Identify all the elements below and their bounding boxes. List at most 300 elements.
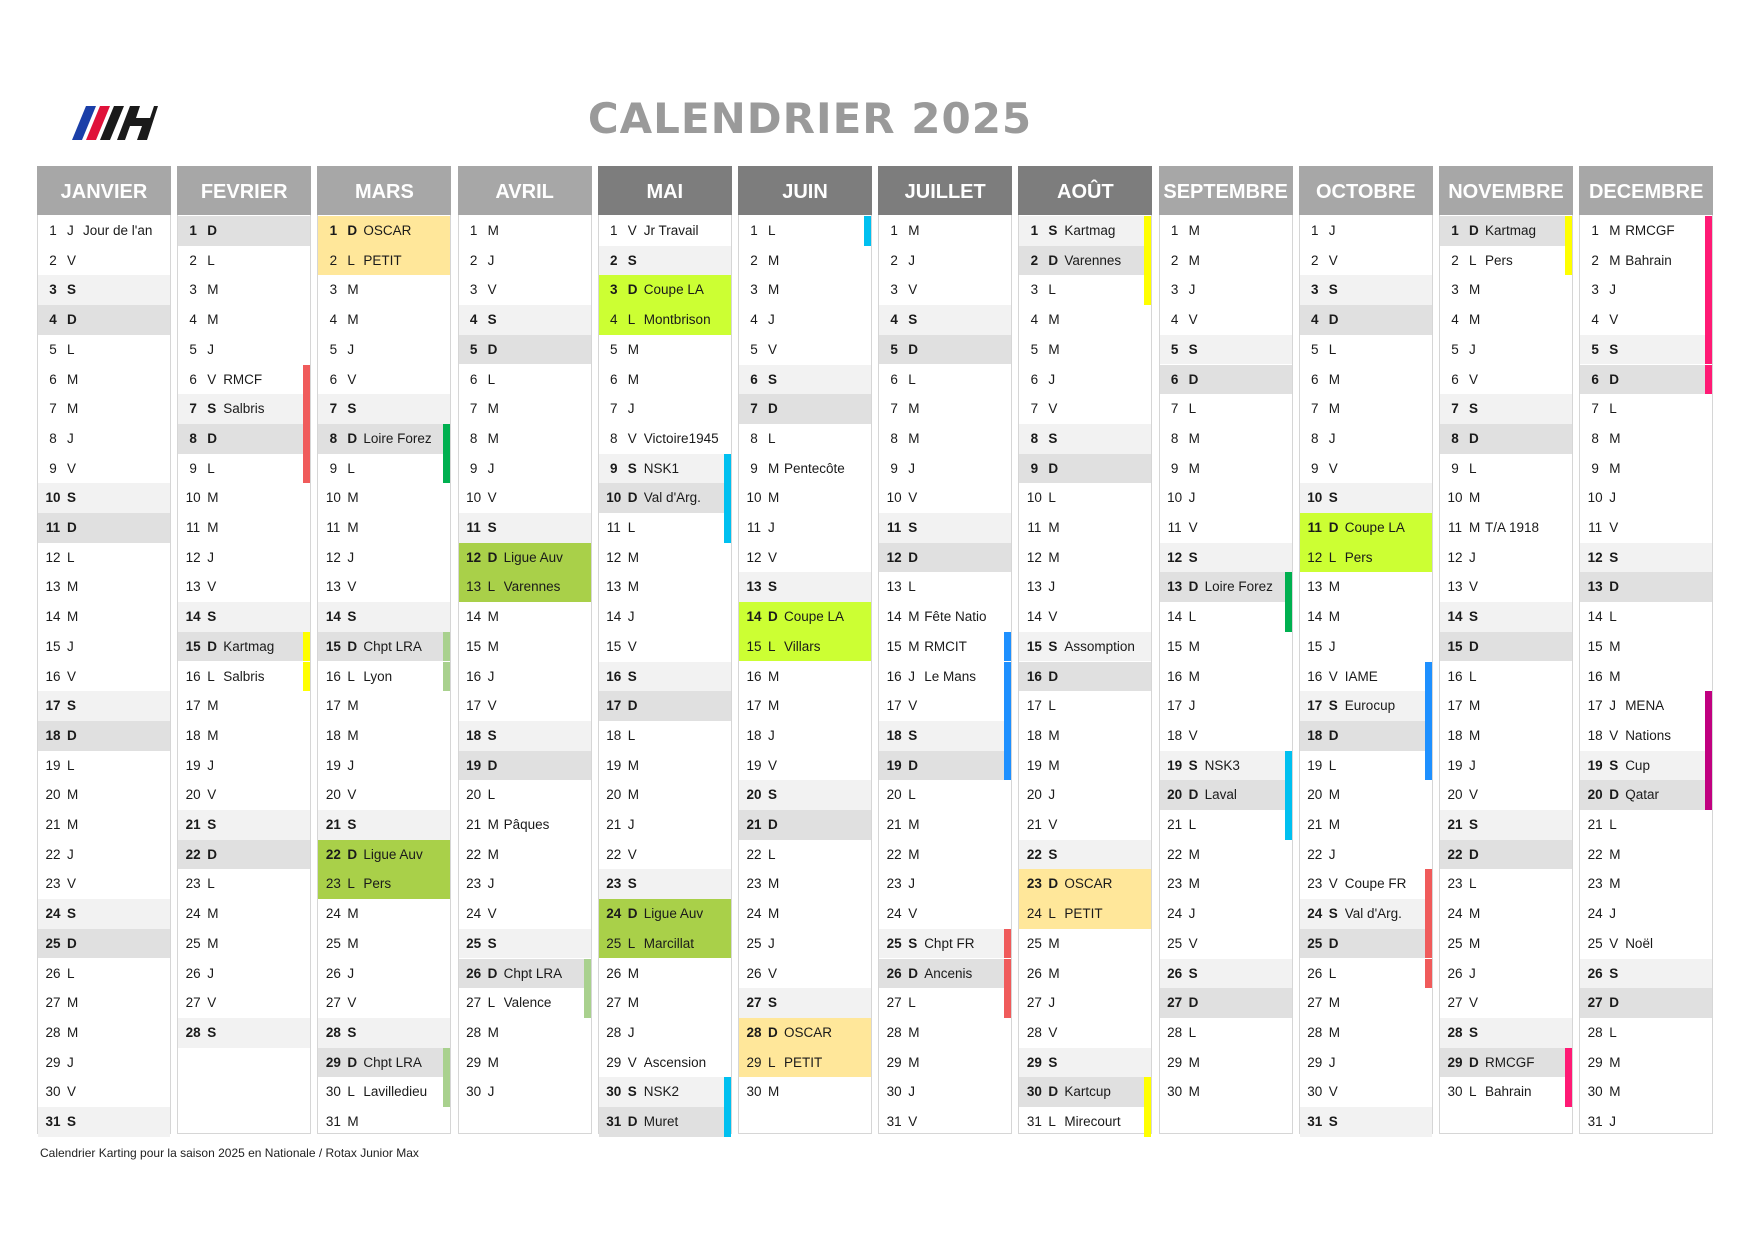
day-row [1019, 216, 1151, 246]
day-row [1300, 840, 1432, 870]
day-row [1580, 602, 1712, 632]
day-number: 27 [746, 995, 762, 1011]
event-marker-bar [1425, 662, 1432, 692]
weekday-letter: J [67, 638, 74, 654]
weekday-letter: D [627, 906, 638, 922]
day-row [318, 721, 450, 751]
day-row [1019, 483, 1151, 513]
day-row [318, 929, 450, 959]
day-number: 17 [606, 698, 622, 714]
day-number: 7 [1591, 401, 1599, 417]
event-label: Muret [643, 1114, 679, 1129]
day-number: 28 [1026, 1024, 1042, 1040]
day-row [459, 543, 591, 573]
day-number: 4 [1591, 312, 1599, 328]
day-number: 17 [466, 698, 482, 714]
day-row [38, 751, 170, 781]
day-number: 5 [1170, 341, 1179, 357]
event-label: OSCAR [784, 1024, 833, 1040]
weekday-letter: L [1609, 401, 1617, 417]
day-row [599, 1077, 731, 1107]
day-number: 9 [750, 460, 758, 476]
day-number: 17 [1447, 698, 1463, 714]
day-number: 31 [606, 1114, 622, 1129]
day-number: 12 [1307, 549, 1323, 565]
day-number: 23 [45, 876, 61, 892]
day-row [1019, 1107, 1151, 1137]
brand-logo [72, 106, 158, 140]
event-marker-bar [303, 394, 310, 424]
day-number: 11 [606, 520, 621, 535]
day-number: 19 [325, 757, 341, 773]
event-marker-bar [1425, 899, 1432, 929]
day-row [739, 394, 871, 424]
day-number: 2 [469, 252, 478, 268]
month-column [1439, 166, 1573, 1134]
day-row [599, 840, 731, 870]
day-number: 1 [189, 223, 197, 238]
day-row [38, 454, 170, 484]
day-row [739, 513, 871, 543]
weekday-letter: J [768, 727, 775, 743]
weekday-letter: D [207, 430, 217, 446]
day-row [178, 691, 310, 721]
event-marker-bar [1705, 305, 1712, 335]
weekday-letter: S [347, 401, 357, 417]
weekday-letter: L [207, 876, 215, 892]
day-number: 8 [189, 430, 197, 446]
weekday-letter: M [347, 698, 359, 714]
day-row [178, 662, 310, 692]
day-row [1160, 988, 1292, 1018]
day-number: 7 [189, 401, 197, 417]
day-row [459, 602, 591, 632]
weekday-letter: S [1048, 638, 1058, 654]
day-row [879, 365, 1011, 395]
day-number: 4 [890, 312, 898, 328]
event-label: Kartmag [1064, 223, 1116, 238]
day-number: 18 [185, 727, 201, 743]
event-label: Coupe LA [784, 609, 845, 625]
day-row [178, 988, 310, 1018]
day-row [1440, 216, 1572, 246]
day-number: 22 [1026, 846, 1042, 862]
day-row [599, 335, 731, 365]
weekday-letter: J [1328, 430, 1336, 446]
day-number: 14 [1587, 609, 1603, 625]
event-label: Pâques [503, 817, 550, 832]
day-row [459, 869, 591, 899]
event-marker-bar [1144, 246, 1151, 276]
weekday-letter: J [1609, 1114, 1616, 1129]
weekday-letter: M [67, 817, 79, 832]
day-row [459, 305, 591, 335]
event-marker-bar [1285, 780, 1292, 810]
day-number: 16 [746, 668, 762, 684]
day-row [1440, 840, 1572, 870]
weekday-letter: M [1469, 935, 1481, 951]
day-number: 27 [1026, 995, 1042, 1011]
day-number: 5 [49, 341, 57, 357]
day-row [739, 899, 871, 929]
day-number: 30 [325, 1084, 341, 1100]
day-number: 4 [750, 312, 758, 328]
event-marker-bar [1705, 365, 1712, 395]
weekday-letter: M [1469, 906, 1481, 922]
weekday-letter: M [1048, 965, 1060, 981]
weekday-letter: S [1328, 1114, 1338, 1129]
event-marker-bar [303, 454, 310, 484]
day-row [879, 335, 1011, 365]
event-marker-bar [1004, 721, 1011, 751]
day-row [739, 691, 871, 721]
day-row [879, 899, 1011, 929]
weekday-letter: J [1609, 282, 1616, 298]
weekday-letter: D [487, 757, 498, 773]
day-number: 3 [610, 282, 618, 298]
day-row [599, 602, 731, 632]
weekday-letter: J [627, 817, 635, 832]
weekday-letter: M [1048, 727, 1060, 743]
day-row [1440, 1048, 1572, 1078]
weekday-letter: S [207, 1024, 217, 1040]
day-number: 23 [606, 876, 622, 892]
day-number: 26 [325, 965, 341, 981]
day-row [459, 1018, 591, 1048]
weekday-letter: M [347, 282, 359, 298]
day-row [1300, 246, 1432, 276]
month-header: AVRIL [458, 166, 592, 215]
weekday-letter: D [347, 846, 358, 862]
day-number: 2 [1030, 252, 1039, 268]
weekday-letter: M [1469, 312, 1481, 328]
day-number: 13 [1026, 579, 1042, 595]
day-row [38, 662, 170, 692]
day-number: 20 [45, 787, 61, 803]
weekday-letter: V [908, 1114, 918, 1129]
event-marker-bar [1144, 275, 1151, 305]
day-row [318, 216, 450, 246]
day-row [459, 424, 591, 454]
day-row [879, 662, 1011, 692]
day-row [1019, 959, 1151, 989]
day-number: 29 [1447, 1054, 1463, 1070]
weekday-letter: M [768, 460, 780, 476]
weekday-letter: S [1188, 965, 1198, 981]
month-column [1579, 166, 1713, 1134]
day-number: 19 [886, 757, 902, 773]
weekday-letter: V [487, 906, 497, 922]
event-label: Fête Natio [924, 609, 987, 625]
weekday-letter: M [908, 1054, 920, 1070]
event-label: Salbris [223, 668, 265, 684]
day-row [599, 780, 731, 810]
weekday-letter: L [768, 223, 776, 238]
day-number: 6 [1170, 371, 1179, 387]
weekday-letter: J [627, 609, 635, 625]
day-number: 24 [1026, 906, 1042, 922]
day-row [178, 721, 310, 751]
day-number: 26 [185, 965, 201, 981]
month-column [317, 166, 451, 1134]
day-number: 16 [1447, 668, 1463, 684]
day-row [178, 335, 310, 365]
weekday-letter: M [67, 787, 79, 803]
weekday-letter: L [347, 460, 355, 476]
day-number: 6 [750, 371, 758, 387]
event-marker-bar [443, 662, 450, 692]
weekday-letter: D [1609, 995, 1619, 1011]
day-row [1580, 335, 1712, 365]
weekday-letter: M [768, 490, 780, 506]
day-number: 28 [466, 1024, 482, 1040]
weekday-letter: S [908, 935, 918, 951]
day-row [1160, 424, 1292, 454]
weekday-letter: L [768, 430, 776, 446]
weekday-letter: S [1328, 906, 1338, 922]
page-title: CALENDRIER 2025 [587, 94, 1033, 143]
weekday-letter: S [1188, 757, 1198, 773]
event-marker-bar [1004, 691, 1011, 721]
day-number: 14 [1447, 609, 1463, 625]
day-number: 21 [325, 817, 341, 832]
weekday-letter: M [347, 727, 359, 743]
day-row [739, 216, 871, 246]
day-row [1440, 869, 1572, 899]
day-number: 28 [1307, 1024, 1323, 1040]
day-row [318, 572, 450, 602]
day-row [38, 869, 170, 899]
day-number: 22 [466, 846, 482, 862]
weekday-letter: J [768, 520, 775, 535]
day-number: 18 [1167, 727, 1183, 743]
day-row [1440, 543, 1572, 573]
day-row [459, 572, 591, 602]
day-row [38, 810, 170, 840]
month-column [1159, 166, 1293, 1134]
event-label: Loire Forez [363, 430, 432, 446]
event-label: Jour de l'an [83, 223, 153, 238]
event-marker-bar [1004, 662, 1011, 692]
day-row [879, 454, 1011, 484]
event-label: Montbrison [643, 312, 711, 328]
weekday-letter: M [1609, 668, 1621, 684]
weekday-letter: V [67, 252, 77, 268]
weekday-letter: J [67, 1054, 74, 1070]
day-number: 27 [45, 995, 61, 1011]
day-row [1300, 959, 1432, 989]
weekday-letter: D [1469, 430, 1479, 446]
day-row [1300, 1048, 1432, 1078]
day-number: 26 [45, 965, 61, 981]
day-number: 23 [1026, 876, 1042, 892]
weekday-letter: M [1188, 223, 1200, 238]
day-row [599, 454, 731, 484]
weekday-letter: S [67, 1114, 77, 1129]
day-row [599, 246, 731, 276]
footnote: Calendrier Karting pour la saison 2025 en Nationale / Rotax Junior Max [40, 1146, 419, 1160]
day-number: 20 [1026, 787, 1042, 803]
weekday-letter: D [768, 1024, 778, 1040]
day-number: 14 [1167, 609, 1183, 625]
weekday-letter: L [768, 638, 776, 654]
weekday-letter: J [1328, 638, 1336, 654]
day-row [879, 424, 1011, 454]
day-number: 25 [1167, 935, 1183, 951]
day-number: 2 [610, 252, 618, 268]
weekday-letter: V [1188, 727, 1198, 743]
day-number: 26 [886, 965, 902, 981]
day-number: 27 [185, 995, 201, 1011]
day-row [1580, 632, 1712, 662]
day-row [879, 810, 1011, 840]
day-number: 19 [45, 757, 61, 773]
day-row [1160, 869, 1292, 899]
day-row [879, 959, 1011, 989]
weekday-letter: M [908, 430, 920, 446]
day-number: 5 [329, 341, 338, 357]
day-number: 22 [746, 846, 762, 862]
weekday-letter: D [627, 490, 638, 506]
day-row [1300, 1077, 1432, 1107]
day-number: 9 [1311, 460, 1319, 476]
day-row [1580, 721, 1712, 751]
day-number: 2 [750, 252, 758, 268]
day-row [1300, 988, 1432, 1018]
event-marker-bar [303, 632, 310, 662]
weekday-letter: L [908, 579, 916, 595]
weekday-letter: J [67, 430, 74, 446]
weekday-letter: M [1609, 638, 1621, 654]
day-row [739, 335, 871, 365]
day-number: 1 [1451, 223, 1459, 238]
day-number: 27 [1307, 995, 1323, 1011]
weekday-letter: L [1609, 1024, 1617, 1040]
weekday-letter: L [908, 995, 916, 1011]
weekday-letter: L [1048, 698, 1056, 714]
day-number: 16 [1307, 668, 1323, 684]
day-row [1160, 1018, 1292, 1048]
event-marker-bar [1705, 780, 1712, 810]
day-row [459, 810, 591, 840]
day-row [1300, 691, 1432, 721]
day-number: 2 [1591, 252, 1599, 268]
weekday-letter: D [67, 312, 77, 328]
weekday-letter: J [1188, 906, 1196, 922]
day-number: 16 [325, 668, 341, 684]
day-number: 12 [606, 549, 622, 565]
weekday-letter: M [487, 1054, 499, 1070]
day-row [1300, 424, 1432, 454]
event-label: Nations [1625, 727, 1671, 743]
day-row [879, 483, 1011, 513]
weekday-letter: J [487, 668, 495, 684]
weekday-letter: D [627, 1114, 638, 1129]
day-row [739, 662, 871, 692]
day-number: 11 [466, 520, 481, 535]
event-marker-bar [1705, 246, 1712, 276]
weekday-letter: S [768, 371, 778, 387]
day-number: 31 [1307, 1114, 1323, 1129]
weekday-letter: V [1609, 520, 1619, 535]
day-row [318, 483, 450, 513]
day-number: 2 [1451, 252, 1459, 268]
event-label: NSK3 [1204, 757, 1240, 773]
weekday-letter: V [487, 698, 497, 714]
day-number: 2 [1170, 252, 1179, 268]
weekday-letter: M [1328, 817, 1341, 832]
month-column [458, 166, 592, 1134]
day-row [459, 929, 591, 959]
event-marker-bar [443, 1048, 450, 1078]
day-row [1300, 335, 1432, 365]
day-number: 31 [1026, 1114, 1042, 1129]
day-row [1580, 751, 1712, 781]
day-number: 14 [45, 609, 61, 625]
event-marker-bar [1565, 246, 1572, 276]
day-row [1580, 869, 1712, 899]
weekday-letter: V [627, 846, 637, 862]
weekday-letter: D [1188, 371, 1199, 387]
event-marker-bar [303, 424, 310, 454]
day-row [1019, 899, 1151, 929]
event-marker-bar [1425, 959, 1432, 989]
day-row [1160, 840, 1292, 870]
weekday-letter: J [768, 935, 775, 951]
weekday-letter: M [908, 401, 920, 417]
weekday-letter: V [1328, 1084, 1338, 1100]
day-number: 25 [466, 935, 482, 951]
day-number: 13 [466, 579, 482, 595]
day-row [1300, 305, 1432, 335]
day-number: 24 [45, 906, 61, 922]
weekday-letter: D [487, 965, 498, 981]
day-number: 14 [886, 609, 902, 625]
weekday-letter: D [1048, 668, 1059, 684]
day-number: 30 [1587, 1084, 1603, 1100]
day-row [38, 1077, 170, 1107]
weekday-letter: L [1328, 341, 1337, 357]
day-number: 22 [1587, 846, 1603, 862]
event-label: Kartmag [1485, 223, 1537, 238]
weekday-letter: S [67, 698, 77, 714]
day-row [599, 691, 731, 721]
day-number: 26 [746, 965, 762, 981]
day-row [1440, 275, 1572, 305]
day-row [1440, 513, 1572, 543]
day-number: 25 [886, 935, 902, 951]
day-row [1300, 454, 1432, 484]
day-number: 25 [1026, 935, 1042, 951]
event-label: MENA [1625, 698, 1665, 714]
weekday-letter: V [207, 579, 217, 595]
day-row [38, 305, 170, 335]
month-column [1299, 166, 1433, 1134]
event-label: Qatar [1625, 787, 1659, 803]
day-row [1440, 691, 1572, 721]
weekday-letter: D [768, 609, 778, 625]
weekday-letter: M [1048, 312, 1060, 328]
day-number: 18 [1447, 727, 1463, 743]
day-row [1580, 424, 1712, 454]
weekday-letter: M [1048, 549, 1060, 565]
event-label: Salbris [223, 401, 265, 417]
day-row [318, 394, 450, 424]
weekday-letter: L [1188, 1024, 1197, 1040]
weekday-letter: L [207, 460, 215, 476]
day-number: 20 [1587, 787, 1603, 803]
day-number: 19 [1307, 757, 1323, 773]
